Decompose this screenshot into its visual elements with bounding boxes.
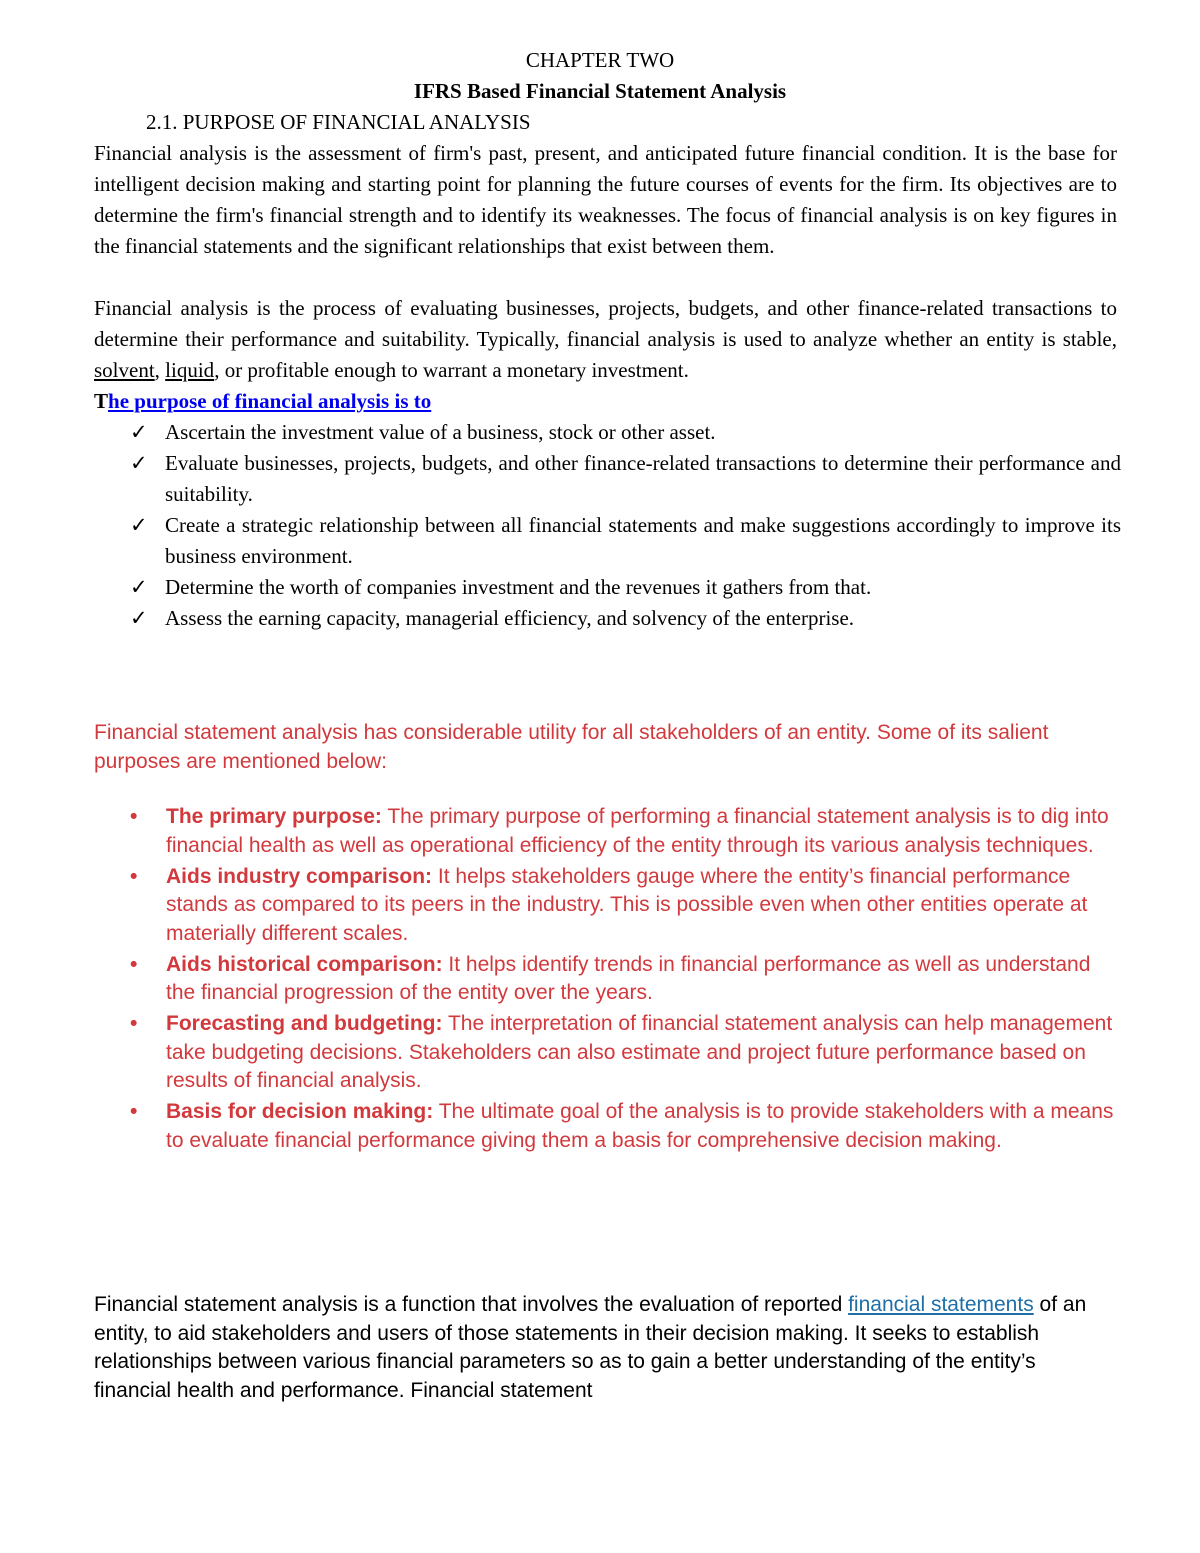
bullet-icon: •: [130, 805, 138, 828]
salient-purposes-intro: Financial statement analysis has considerable utility for all stakeholders of an entity. Some of its salient purposes are mentioned below:: [94, 721, 1049, 773]
bullet-icon: •: [130, 864, 138, 888]
checkmark-icon: ✓: [130, 606, 148, 630]
bullet-text: It helps stakeholders gauge where the entity’s financial performance stands as compared to its peers in the industry. This is possible even when other entities operate at materially different scales.: [166, 864, 1088, 945]
list-item-text: Ascertain the investment value of a business, stock or other asset.: [165, 420, 716, 444]
bullet-lead: The primary purpose:: [166, 805, 382, 828]
closing-paragraph-text: Financial statement analysis is a function that involves the evaluation of reported: [94, 1293, 849, 1316]
checkmark-icon: ✓: [130, 513, 148, 537]
list-item: [94, 951, 1114, 1008]
bullet-text: It helps identify trends in financial performance as well as understand the financial progression of the entity over the years.: [166, 952, 1091, 1004]
list-item: [94, 1010, 1114, 1096]
list-item: [94, 863, 1114, 949]
bullet-icon: •: [130, 952, 138, 976]
checkmark-icon: ✓: [130, 575, 148, 599]
bullet-text: The ultimate goal of the analysis is to provide stakeholders with a means to evaluate financial performance giving them a basis for comprehensive decision making.: [166, 1100, 1114, 1152]
bullet-lead: Basis for decision making:: [166, 1100, 434, 1123]
separator-text: ,: [154, 358, 166, 382]
financial-statements-link[interactable]: financial statements: [848, 1293, 1034, 1316]
bullet-text: The primary purpose of performing a financial statement analysis is to dig into financial health as well as operational efficiency of the entity through its various analysis techniques.: [166, 805, 1109, 857]
list-item: [94, 603, 1121, 634]
solvent-term: solvent: [94, 358, 155, 382]
purpose-heading: [94, 386, 1117, 417]
list-item: [94, 1098, 1114, 1155]
chapter-title: IFRS Based Financial Statement Analysis: [413, 79, 787, 103]
closing-paragraph-end: of an entity, to aid stakeholders and users of those statements in their decision making. It seeks to establish relationships between various financial parameters so as to gain a better understanding of the entity’s financial health and performance. Financial statement: [94, 1293, 1087, 1402]
paragraph-process-text: Financial analysis is the process of evaluating businesses, projects, budgets, and other finance-related transactions to determine their performance and suitability. Typically, financial analysis is used to analyze whether an entity is stable,: [94, 296, 1117, 351]
list-item: [94, 803, 1114, 860]
bullet-lead: Aids industry comparison:: [166, 864, 433, 888]
bullet-lead: Aids historical comparison:: [166, 952, 443, 976]
list-item: [94, 417, 1121, 448]
checkmark-icon: ✓: [130, 451, 148, 475]
section-heading: 2.1. PURPOSE OF FINANCIAL ANALYSIS: [146, 110, 531, 134]
bullet-icon: •: [130, 1100, 138, 1123]
purpose-link[interactable]: he purpose of financial analysis is to: [108, 389, 432, 413]
bullet-icon: •: [130, 1012, 138, 1035]
list-item-text: Create a strategic relationship between all financial statements and make suggestions accordingly to improve its business environment.: [165, 513, 1121, 568]
list-item-text: Assess the earning capacity, managerial efficiency, and solvency of the enterprise.: [165, 606, 855, 630]
purpose-checklist: [94, 417, 1121, 634]
list-item-text: Evaluate businesses, projects, budgets, and other finance-related transactions to determine their performance and suitability.: [165, 451, 1121, 506]
paragraph-process: [94, 293, 1117, 386]
purpose-first-letter: T: [94, 389, 109, 413]
paragraph-process-end: , or profitable enough to warrant a monetary investment.: [214, 358, 689, 382]
list-item-text: Determine the worth of companies investment and the revenues it gathers from that.: [165, 575, 872, 599]
list-item: [94, 572, 1121, 603]
paragraph-definition: Financial analysis is the assessment of firm's past, present, and anticipated future financial condition. It is the base for intelligent decision making and starting point for planning the future courses of events for the firm. Its objectives are to determine the firm's financial strength and to identify its weaknesses. The focus of financial analysis is on key figures in the financial statements and the significant relationships that exist between them.: [94, 141, 1117, 258]
bullet-text: The interpretation of financial statement analysis can help management take budgeting decisions. Stakeholders can also estimate and project future performance based on results of financial analysis.: [166, 1012, 1113, 1092]
list-item: [94, 510, 1121, 572]
chapter-heading: CHAPTER TWO: [525, 48, 675, 72]
liquid-term: liquid: [165, 358, 215, 382]
checkmark-icon: ✓: [130, 420, 148, 444]
list-item: [94, 448, 1121, 510]
closing-paragraph: [94, 1291, 1114, 1405]
bullet-lead: Forecasting and budgeting:: [166, 1012, 443, 1035]
salient-purposes-list: [94, 803, 1114, 1158]
